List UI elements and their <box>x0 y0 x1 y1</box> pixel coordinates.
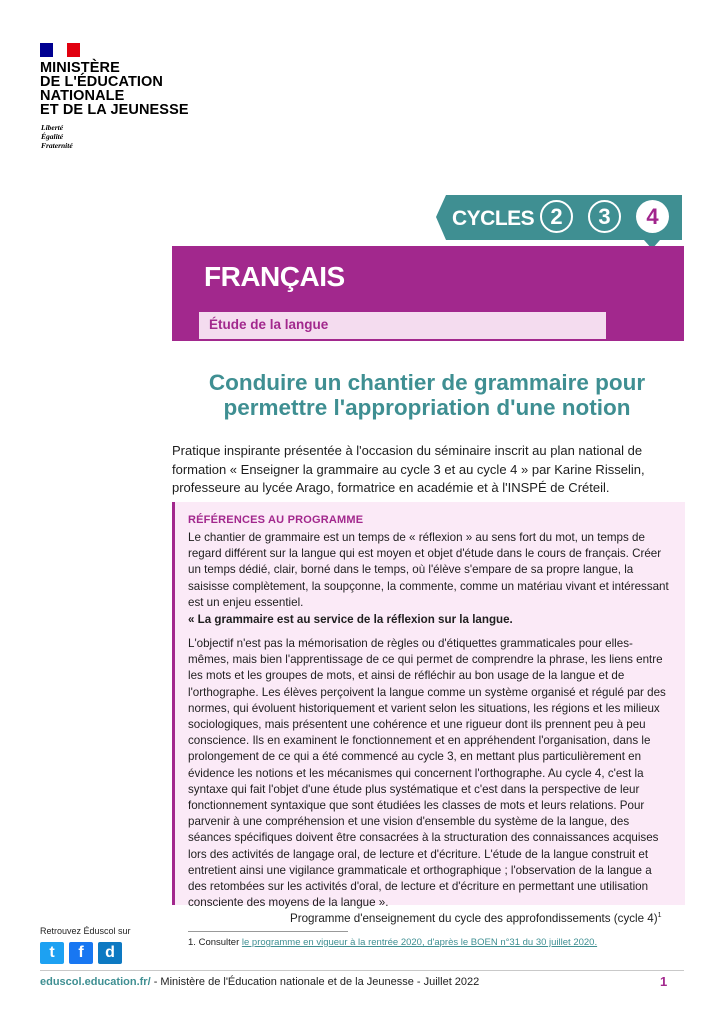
twitter-icon[interactable]: t <box>40 942 64 964</box>
motto-line: Fraternité <box>41 141 73 150</box>
dailymotion-icon[interactable]: d <box>98 942 122 964</box>
cycle-badge-2: 2 <box>540 200 573 233</box>
ministry-line: NATIONALE <box>40 88 125 104</box>
flag-blue-stripe <box>40 43 53 57</box>
ministry-line: ET DE LA JEUNESSE <box>40 102 189 118</box>
social-label: Retrouvez Éduscol sur <box>40 926 131 936</box>
flag-white-stripe <box>53 43 66 57</box>
flag-red-stripe <box>67 43 80 57</box>
footnote-mark: 1 <box>657 912 662 920</box>
footer-text <box>40 976 479 988</box>
references-paragraph: L'objectif n'est pas la mémorisation de règles ou d'étiquettes grammaticales pour elles-mêmes, mais bien l'apprentissage de ce qui permet de comprendre la phrase, les liens entre les mots et les groupes de mots, et ainsi de réfléchir au bon usage de la langue et de l'orthographe. Les élèves perçoivent la langue comme un système organisé et régulé par des normes, qui évoluent historiquement et varient selon les situations, les régions et les milieux sociologiques, mais présentent une cohérence et une rigueur dont ils prennent peu à peu conscience. Ils en examinent le fonctionnement et en appréhendent l'organisation, dans le prolongement de ce qui a été commencé au cycle 3, en mettant plus particulièrement en évidence les notions et les mécanismes qui concernent l'orthographe. Au cycle 4, c'est la syntaxe qui fait l'objet d'une étude plus systématique et c'est dans la perspective de leur fonctionnement syntaxique que sont étudiées les classes de mots et leurs relations. Pour parvenir à une compréhension et une vision d'ensemble du système de la langue, des séances spécifiques doivent être consacrées à la structuration des connaissances acquises lors des activités de langage oral, de lecture et d'écriture. L'étude de la langue construit et entretient ainsi une vigilance grammaticale et orthographique ; l'observation de la langue a des retombées sur les activités d'oral, de lecture et d'écriture en permettant une utilisation consciente des moyens de la langue ». <box>188 637 666 910</box>
program-link[interactable]: le programme en vigueur à la rentrée 2020, d'après le BOEN n°31 du 30 juillet 2020. <box>241 937 598 948</box>
cycle-badge-3: 3 <box>588 200 621 233</box>
references-quote: « La grammaire est au service de la réflexion sur la langue. <box>188 613 513 626</box>
motto-line: Liberté <box>41 123 64 132</box>
cycles-label: CYCLES <box>452 207 535 230</box>
page-title: Conduire un chantier de grammaire pour permettre l'appropriation d'une notion <box>208 370 646 420</box>
footer-divider <box>40 970 684 971</box>
footer-credit: - Ministère de l'Éducation nationale et de la Jeunesse - Juillet 2022 <box>150 976 480 988</box>
program-source <box>290 912 662 925</box>
ministry-line: MINISTÈRE <box>40 60 120 76</box>
footnote <box>188 937 597 948</box>
program-source-text: Programme d'enseignement du cycle des approfondissements (cycle 4) <box>290 912 658 925</box>
ministry-name <box>40 61 189 117</box>
footnote-divider <box>188 931 348 932</box>
social-links <box>40 942 122 964</box>
intro-paragraph: Pratique inspirante présentée à l'occasion du séminaire inscrit au plan national de formation « Enseigner la grammaire au cycle 3 et au cycle 4 » par Karine Risselin, professeure au lycée Arago, formatrice en académie et à l'INSPÉ de Créteil. <box>172 443 645 495</box>
page-number: 1 <box>660 974 668 989</box>
footer-site-link[interactable]: eduscol.education.fr/ <box>40 976 151 988</box>
references-heading: RÉFÉRENCES AU PROGRAMME <box>188 514 364 526</box>
footnote-prefix: Consulter <box>198 937 240 948</box>
references-paragraph: Le chantier de grammaire est un temps de « réflexion » au sens fort du mot, un temps de regard différent sur la langue qui est moyen et objet d'étude dans le cours de français. Créer un temps dédié, clair, borné dans le temps, où l'élève s'empare de sa propre langue, la saisisse complètement, la soupçonne, la commente, comme un matériau vivant et intéressant est un enjeu essentiel. <box>188 531 669 609</box>
cycle-badge-4-active: 4 <box>636 200 669 233</box>
motto-line: Égalité <box>41 132 64 141</box>
footnote-number: 1. <box>188 937 196 948</box>
republic-flag-logo <box>40 43 80 57</box>
republic-motto <box>41 123 73 150</box>
ministry-line: DE L'ÉDUCATION <box>40 74 163 90</box>
theme-label: Étude de la langue <box>209 317 329 332</box>
facebook-icon[interactable]: f <box>69 942 93 964</box>
subject-title: FRANÇAIS <box>204 261 345 292</box>
